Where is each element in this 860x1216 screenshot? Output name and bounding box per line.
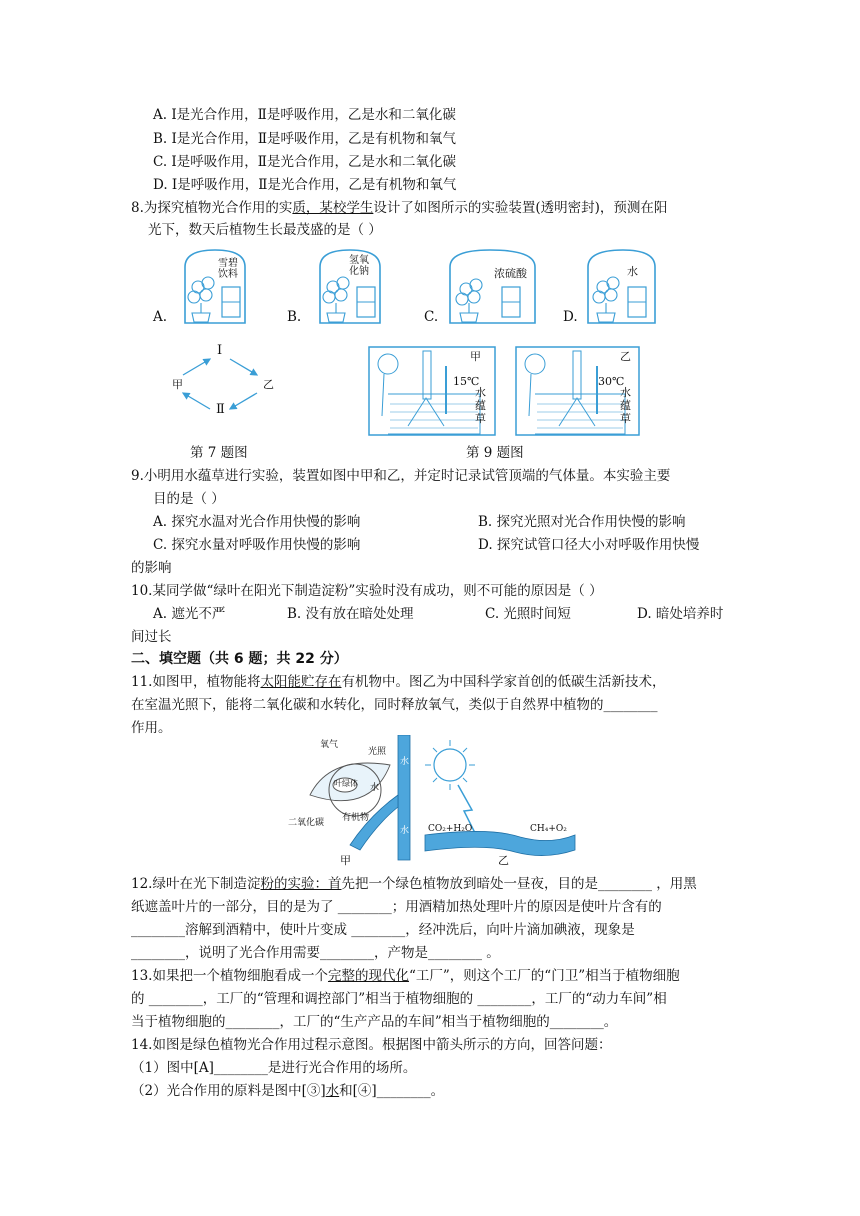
- jar-d-figure: [583, 245, 663, 325]
- fig9-temp-yi: 30℃: [598, 375, 625, 388]
- q13-line2: 的 ________，工厂的“管理和调控部门”相当于植物细胞的 ________，工厂的“动力车间”相: [131, 991, 667, 1007]
- section-heading: 二、填空题（共 6 题；共 22 分）: [131, 651, 348, 667]
- q12-line4: ________，说明了光合作用需要________，产物是________ 。: [131, 945, 500, 961]
- jar-d-text: 水: [627, 265, 638, 278]
- q12-line3: ________溶解到酒精中，使叶片变成 ________，经冲洗后，向叶片滴加碘液，现象是: [131, 922, 635, 938]
- q14-part1: （1）图中[A]________是进行光合作用的场所。: [131, 1060, 417, 1076]
- fig11-water: 水: [370, 783, 380, 793]
- q9-option-c: C. 探究水量对呼吸作用快慢的影响: [153, 537, 361, 553]
- q7-option-b: B. Ⅰ是光合作用，Ⅱ是呼吸作用，乙是有机物和氧气: [153, 131, 457, 147]
- q11-line2: 在室温光照下，能将二氧化碳和水转化，同时释放氧气，类似于自然界中植物的________: [131, 697, 658, 713]
- jar-a-figure: [170, 245, 260, 325]
- q8-label-a: A.: [153, 309, 168, 325]
- q8-stem-line1: 8.为探究植物光合作用的实质，某校学生设计了如图所示的实验装置(透明密封)，预测在阳: [131, 200, 668, 216]
- q7-option-a: A. Ⅰ是光合作用，Ⅱ是呼吸作用，乙是水和二氧化碳: [153, 107, 456, 123]
- fig11-reactants: CO₂+H₂O: [428, 824, 473, 834]
- fig11-organic: 有机物: [342, 813, 370, 823]
- jar-c-figure: [440, 245, 550, 325]
- q10-option-d-wrap: 间过长: [131, 629, 172, 645]
- fig11-co2: 二氧化碳: [288, 818, 325, 828]
- q9-stem-line1: 9.小明用水蕴草进行实验，装置如图中甲和乙，并定时记录试管顶端的气体量。本实验主要: [131, 468, 671, 484]
- q8-stem-line2: 光下，数天后植物生长最茂盛的是（ ）: [148, 222, 382, 238]
- q10-option-d: D. 暗处培养时: [637, 606, 724, 622]
- q11-line3: 作用。: [131, 720, 172, 736]
- q7-option-d: D. Ⅰ是呼吸作用，Ⅱ是光合作用，乙是有机物和氧气: [153, 177, 457, 193]
- q10-option-a: A. 遮光不严: [153, 606, 226, 622]
- q9-stem-line2: 目的是（ ）: [153, 491, 225, 507]
- q11-line1: 11.如图甲，植物能将太阳能贮存在有机物中。图乙为中国科学家首创的低碳生活新技术，: [131, 674, 666, 690]
- q14-part2: （2）光合作用的原料是图中[③]水和[④]________。: [131, 1083, 445, 1099]
- fig9-tag-yi: 乙: [620, 350, 631, 363]
- q12-line2: 纸遮盖叶片的一部分，目的是为了 ________；用酒精加热处理叶片的原因是使叶片含有的: [131, 899, 662, 915]
- q8-label-c: C.: [424, 309, 439, 325]
- fig11-o2: 氧气: [320, 740, 339, 750]
- fig7-left: 甲: [172, 378, 183, 391]
- q13-line1: 13.如果把一个植物细胞看成一个完整的现代化“工厂”，则这个工厂的“门卫”相当于植物细胞: [131, 968, 680, 984]
- fig11-light: 光照: [368, 747, 387, 757]
- jar-b-text: 氢氧 化钠: [349, 255, 369, 277]
- fig11-pipe-water-2: 水: [400, 826, 410, 836]
- q8-label-d: D.: [563, 309, 578, 325]
- q9-option-b: B. 探究光照对光合作用快慢的影响: [478, 514, 686, 530]
- fig7-bottom: Ⅱ: [216, 402, 225, 417]
- fig9-plant-jia: 水 蕴 草: [475, 386, 486, 425]
- fig11-drawing: [290, 735, 580, 865]
- jar-a-text: 雪碧 饮料: [218, 258, 238, 280]
- fig11-tag-jia: 甲: [340, 854, 351, 867]
- fig7-right: 乙: [263, 378, 274, 391]
- jar-c-text: 浓硫酸: [494, 267, 527, 280]
- q10-option-c: C. 光照时间短: [485, 606, 571, 622]
- fig11-pipe-water: 水: [400, 757, 410, 767]
- fig9-caption: 第 9 题图: [466, 445, 524, 461]
- q13-line3: 当于植物细胞的________，工厂的“生产产品的车间”相当于植物细胞的________。: [131, 1014, 618, 1030]
- fig7-top: Ⅰ: [217, 343, 223, 358]
- fig11-products: CH₄+O₂: [530, 824, 567, 834]
- q8-label-b: B.: [287, 309, 302, 325]
- fig9-tag-jia: 甲: [470, 350, 481, 363]
- q12-line1: 12.绿叶在光下制造淀粉的实验：首先把一个绿色植物放到暗处一昼夜，目的是________ ，用黑: [131, 876, 697, 892]
- q14-stem: 14.如图是绿色植物光合作用过程示意图。根据图中箭头所示的方向，回答问题：: [131, 1037, 612, 1053]
- fig11-tag-yi: 乙: [498, 854, 509, 867]
- fig11-chloroplast: 叶绿体: [334, 779, 358, 788]
- fig9-plant-yi: 水 蕴 草: [620, 386, 631, 425]
- q7-option-c: C. Ⅰ是呼吸作用，Ⅱ是光合作用，乙是水和二氧化碳: [153, 154, 456, 170]
- q10-option-b: B. 没有放在暗处处理: [287, 606, 414, 622]
- q9-option-a: A. 探究水温对光合作用快慢的影响: [153, 514, 361, 530]
- q9-option-d: D. 探究试管口径大小对呼吸作用快慢: [478, 537, 700, 553]
- fig9-temp-jia: 15℃: [453, 375, 480, 388]
- q9-option-d-wrap: 的影响: [131, 560, 172, 576]
- q10-stem: 10.某同学做“绿叶在阳光下制造淀粉”实验时没有成功，则不可能的原因是（ ）: [131, 583, 603, 599]
- fig7-caption: 第 7 题图: [190, 445, 248, 461]
